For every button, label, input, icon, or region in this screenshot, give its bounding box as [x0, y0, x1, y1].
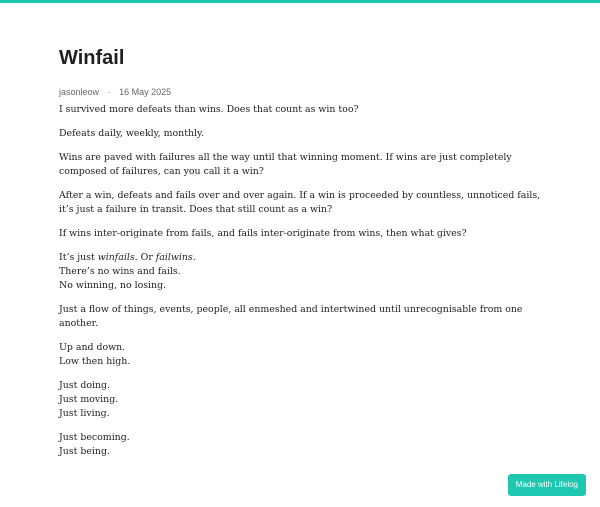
made-with-lifelog-button[interactable]: Made with Lifelog	[508, 474, 586, 496]
top-accent-bar	[0, 0, 600, 3]
winfails-emphasis: winfails	[97, 252, 135, 263]
paragraph-10	[59, 431, 549, 459]
post-title: Winfail	[59, 47, 125, 69]
post-date: 16 May 2025	[119, 87, 172, 97]
failwins-emphasis: failwins	[155, 252, 193, 263]
paragraph-8	[59, 341, 549, 369]
paragraph-7: Just a flow of things, events, people, all enmeshed and intertwined until unrecognisable from one another.	[59, 304, 523, 329]
post-meta	[59, 87, 549, 98]
paragraph-6-line-2: There’s no wins and fails.	[59, 266, 181, 277]
paragraph-4: After a win, defeats and fails over and over again. If a win is proceeded by countless, unnoticed fails, it’s just a failure in transit. Does that still count as a win?	[59, 190, 541, 215]
paragraph-10-line-1: Just becoming.	[59, 432, 130, 443]
post-author[interactable]: jasonleow	[59, 87, 100, 97]
paragraph-9	[59, 379, 549, 421]
paragraph-9-line-1: Just doing.	[59, 380, 111, 391]
paragraph-9-line-3: Just living.	[59, 408, 110, 419]
paragraph-5: If wins inter-originate from fails, and fails inter-originate from wins, then what gives?	[59, 228, 467, 239]
paragraph-9-line-2: Just moving.	[59, 394, 119, 405]
post-article	[59, 44, 549, 469]
paragraph-8-line-2: Low then high.	[59, 356, 131, 367]
paragraph-10-line-2: Just being.	[59, 446, 110, 457]
paragraph-1: I survived more defeats than wins. Does that count as win too?	[59, 104, 359, 115]
paragraph-6-line-3: No winning, no losing.	[59, 280, 167, 291]
paragraph-8-line-1: Up and down.	[59, 342, 126, 353]
paragraph-2: Defeats daily, weekly, monthly.	[59, 128, 205, 139]
paragraph-6-middle: . Or	[134, 252, 156, 263]
meta-separator: ·	[107, 87, 111, 97]
paragraph-6-suffix: .	[192, 252, 196, 263]
paragraph-3: Wins are paved with failures all the way until that winning moment. If wins are just completely composed of failures, can you call it a win?	[59, 152, 512, 177]
paragraph-6	[59, 251, 549, 293]
post-body	[59, 103, 549, 459]
paragraph-6-prefix: It’s just	[59, 252, 98, 263]
